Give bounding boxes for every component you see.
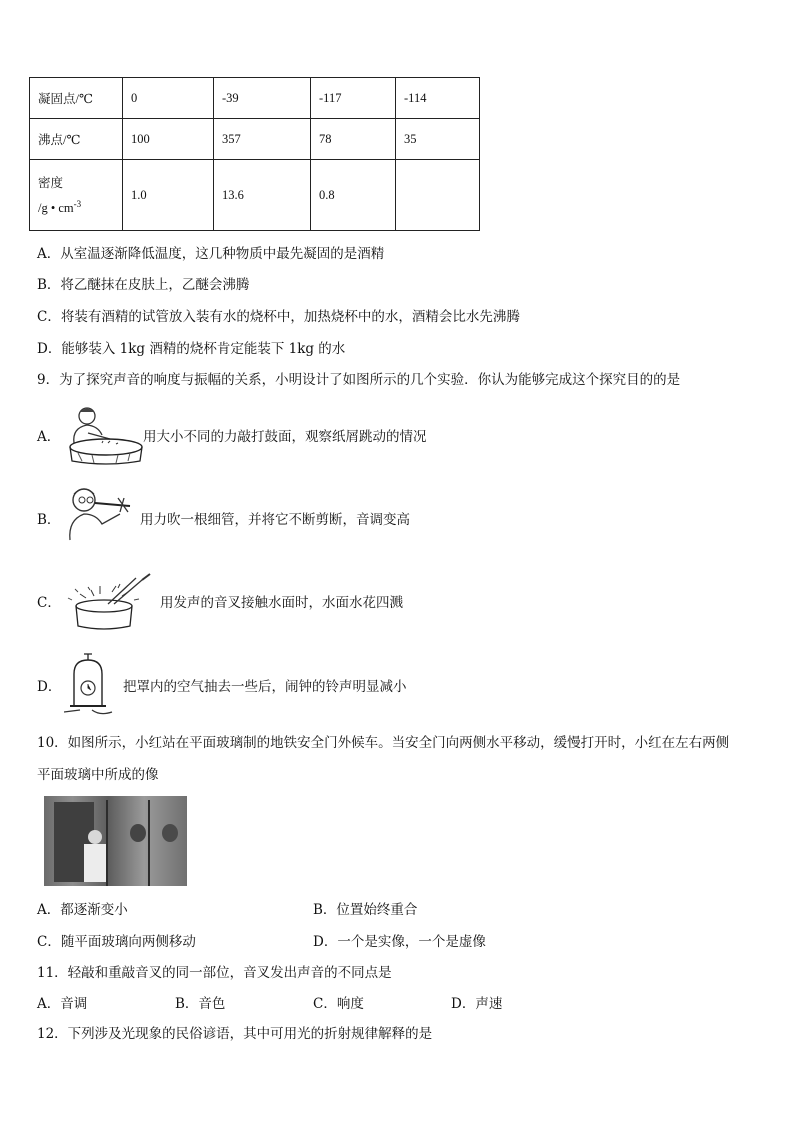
row-label — [30, 160, 123, 231]
table-cell — [396, 160, 480, 231]
q9-option-d-text: 把罩内的空气抽去一些后，闹钟的铃声明显减小 — [123, 679, 407, 695]
q11-option-a: A．音调 — [37, 996, 88, 1012]
q11-stem: 11．轻敲和重敲音叉的同一部位，音叉发出声音的不同点是 — [37, 965, 392, 981]
q10-option-b: B．位置始终重合 — [313, 902, 418, 918]
q9-option-c-text: 用发声的音叉接触水面时，水面水花四溅 — [160, 595, 403, 611]
q11-option-d: D．声速 — [451, 996, 503, 1012]
drum-experiment-image — [58, 403, 144, 465]
row-label: 沸点/℃ — [30, 119, 123, 160]
q8-option-d: D．能够装入 1kg 酒精的烧杯肯定能装下 1kg 的水 — [37, 341, 346, 357]
row-label-line2 — [38, 199, 122, 216]
row-label: 凝固点/℃ — [30, 78, 123, 119]
table-cell: -114 — [396, 78, 480, 119]
q8-option-c: C．将装有酒精的试管放入装有水的烧杯中，加热烧杯中的水，酒精会比水先沸腾 — [37, 309, 520, 325]
q9-option-c-letter: C． — [37, 595, 61, 611]
q10-stem-line1: 10．如图所示，小红站在平面玻璃制的地铁安全门外候车。当安全门向两侧水平移动，缓慢打开时，小红在左右两侧 — [37, 735, 730, 751]
table-cell: -117 — [311, 78, 396, 119]
q9-option-a-letter: A． — [37, 429, 61, 445]
q9-option-b-letter: B． — [37, 512, 61, 528]
q10-stem-line2: 平面玻璃中所成的像 — [37, 767, 159, 783]
q9-option-b-text: 用力吹一根细管，并将它不断剪断，音调变高 — [140, 512, 410, 528]
q8-option-b: B．将乙醚抹在皮肤上，乙醚会沸腾 — [37, 277, 250, 293]
tube-blowing-image — [62, 484, 140, 542]
table-cell: 0.8 — [311, 160, 396, 231]
q11-option-c: C．响度 — [313, 996, 364, 1012]
table-cell: 78 — [311, 119, 396, 160]
table-cell: 13.6 — [214, 160, 311, 231]
table-row — [30, 119, 480, 160]
table-row — [30, 78, 480, 119]
unit-exponent: -3 — [73, 199, 82, 210]
row-label-line1: 密度 — [38, 176, 64, 191]
unit-text: /g • cm — [38, 201, 74, 216]
q10-option-a: A．都逐渐变小 — [37, 902, 128, 918]
q10-option-d: D．一个是实像，一个是虚像 — [313, 934, 486, 950]
table-cell: 100 — [123, 119, 214, 160]
q9-option-d-letter: D． — [37, 679, 62, 695]
table-cell: 35 — [396, 119, 480, 160]
q10-option-c: C．随平面玻璃向两侧移动 — [37, 934, 196, 950]
table-cell: -39 — [214, 78, 311, 119]
table-cell: 357 — [214, 119, 311, 160]
properties-table — [29, 77, 480, 231]
tuning-fork-water-image — [64, 570, 158, 632]
q9-stem: 9．为了探究声音的响度与振幅的关系，小明设计了如图所示的几个实验．你认为能够完成这个探究目的的是 — [37, 372, 681, 388]
bell-jar-alarm-image — [64, 652, 120, 718]
table-row — [30, 160, 480, 231]
table-cell: 0 — [123, 78, 214, 119]
q12-stem: 12．下列涉及光现象的民俗谚语，其中可用光的折射规律解释的是 — [37, 1026, 433, 1042]
table-cell: 1.0 — [123, 160, 214, 231]
q9-option-a-text: 用大小不同的力敲打鼓面，观察纸屑跳动的情况 — [143, 429, 427, 445]
q11-option-b: B．音色 — [175, 996, 226, 1012]
q8-option-a: A．从室温逐渐降低温度，这几种物质中最先凝固的是酒精 — [37, 246, 385, 262]
subway-door-photo — [44, 796, 187, 886]
